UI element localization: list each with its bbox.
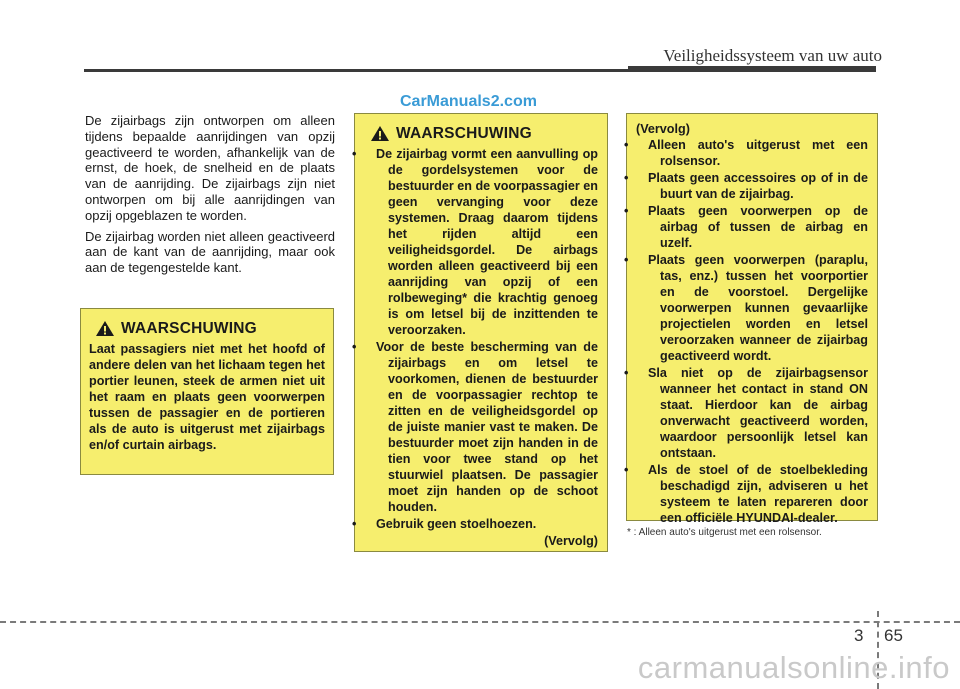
warning-item: • Alleen auto's uitgerust met een rolsensor.: [636, 137, 868, 169]
header-rule-accent: [628, 66, 876, 72]
warning-triangle-icon: [370, 125, 390, 142]
warning-triangle-icon: [95, 320, 115, 337]
warning-box-3: [626, 113, 878, 525]
warning-heading: [364, 125, 598, 142]
chapter-number: 3: [854, 626, 864, 645]
continued-header: (Vervolg): [636, 122, 690, 136]
warning-item: • Voor de beste bescherming van de zijairbags en om letsel te voorkomen, dienen de bestuurder en de voorpassagier rechtop te zitten en de veiligheidsgordel op de juiste manier vast te maken. De bestuurder moet zijn handen in de tien voor twee stand op het stuurwiel plaatsen. De passagier moet zijn handen op de schoot houden.: [364, 339, 598, 515]
warning-list: [364, 146, 598, 532]
header-title: Veiligheidssysteem van uw auto: [663, 46, 882, 65]
warning-item: • Sla niet op de zijairbagsensor wanneer het contact in stand ON staat. Hierdoor kan de airbag onverwacht geactiveerd worden, waardoor persoonlijk letsel kan ontstaan.: [636, 365, 868, 461]
warning-text: Laat passagiers niet met het hoofd of andere delen van het lichaam tegen het portier leunen, steek de armen niet uit het raam en plaats geen voorwerpen tussen de passagier en de portieren als de auto is uitgerust met zijairbags en/of curtain airbags.: [89, 342, 325, 452]
warning-box-2: [354, 113, 608, 552]
warning-item: • Plaats geen accessoires op of in de buurt van de zijairbag.: [636, 170, 868, 202]
footer-rule: [0, 621, 960, 623]
warning-list: [636, 137, 868, 526]
continued-label: (Vervolg): [544, 534, 598, 548]
warning-item: • Als de stoel of de stoelbekleding beschadigd zijn, adviseren u het systeem te laten repareren door een officiële HYUNDAI-dealer.: [636, 462, 868, 526]
warning-item: • De zijairbag vormt een aanvulling op de gordelsystemen voor de bestuurder en de voorpassagier en geen vervanging voor deze systemen. Draag daarom tijdens het rijden altijd een veiligheidsgordel. De airbags worden alleen geactiveerd bij een aanrijding van opzij of een rolbeweging* die krachtig genoeg is om letsel bij de inzittenden te veroorzaken.: [364, 146, 598, 338]
warning-box-1: [80, 308, 334, 475]
body-paragraph: De zijairbags zijn ontworpen om alleen tijdens bepaalde aanrijdingen van opzij geactiveerd te worden, afhankelijk van de ernst, de hoek, de snelheid en de plaats van de aanrijding. De zijairbags zijn niet ontworpen om bij alle aanrijdingen van opzij opgeblazen te worden.: [85, 113, 335, 223]
site-watermark[interactable]: carmanualsonline.info: [637, 650, 950, 685]
page-number: 65: [884, 626, 903, 645]
warning-title: WAARSCHUWING: [121, 319, 257, 337]
footnote: * : Alleen auto's uitgerust met een rolsensor.: [627, 527, 822, 538]
body-text: [85, 113, 335, 281]
warning-item: • Gebruik geen stoelhoezen.: [364, 516, 598, 532]
body-paragraph: De zijairbag worden niet alleen geactiveerd aan de kant van de aanrijding, maar ook aan de tegengestelde kant.: [85, 228, 335, 276]
warning-item: • Plaats geen voorwerpen (paraplu, tas, enz.) tussen het voorportier en de voorstoel. Dergelijke voorwerpen kunnen gevaarlijke projectielen worden en letsel veroorzaken wanneer de zijairbag geactiveerd wordt.: [636, 252, 868, 364]
warning-heading: [89, 320, 325, 337]
warning-title: WAARSCHUWING: [396, 124, 532, 142]
warning-item: • Plaats geen voorwerpen op de airbag of tussen de airbag en uzelf.: [636, 203, 868, 251]
watermark-link[interactable]: CarManuals2.com: [400, 93, 537, 110]
